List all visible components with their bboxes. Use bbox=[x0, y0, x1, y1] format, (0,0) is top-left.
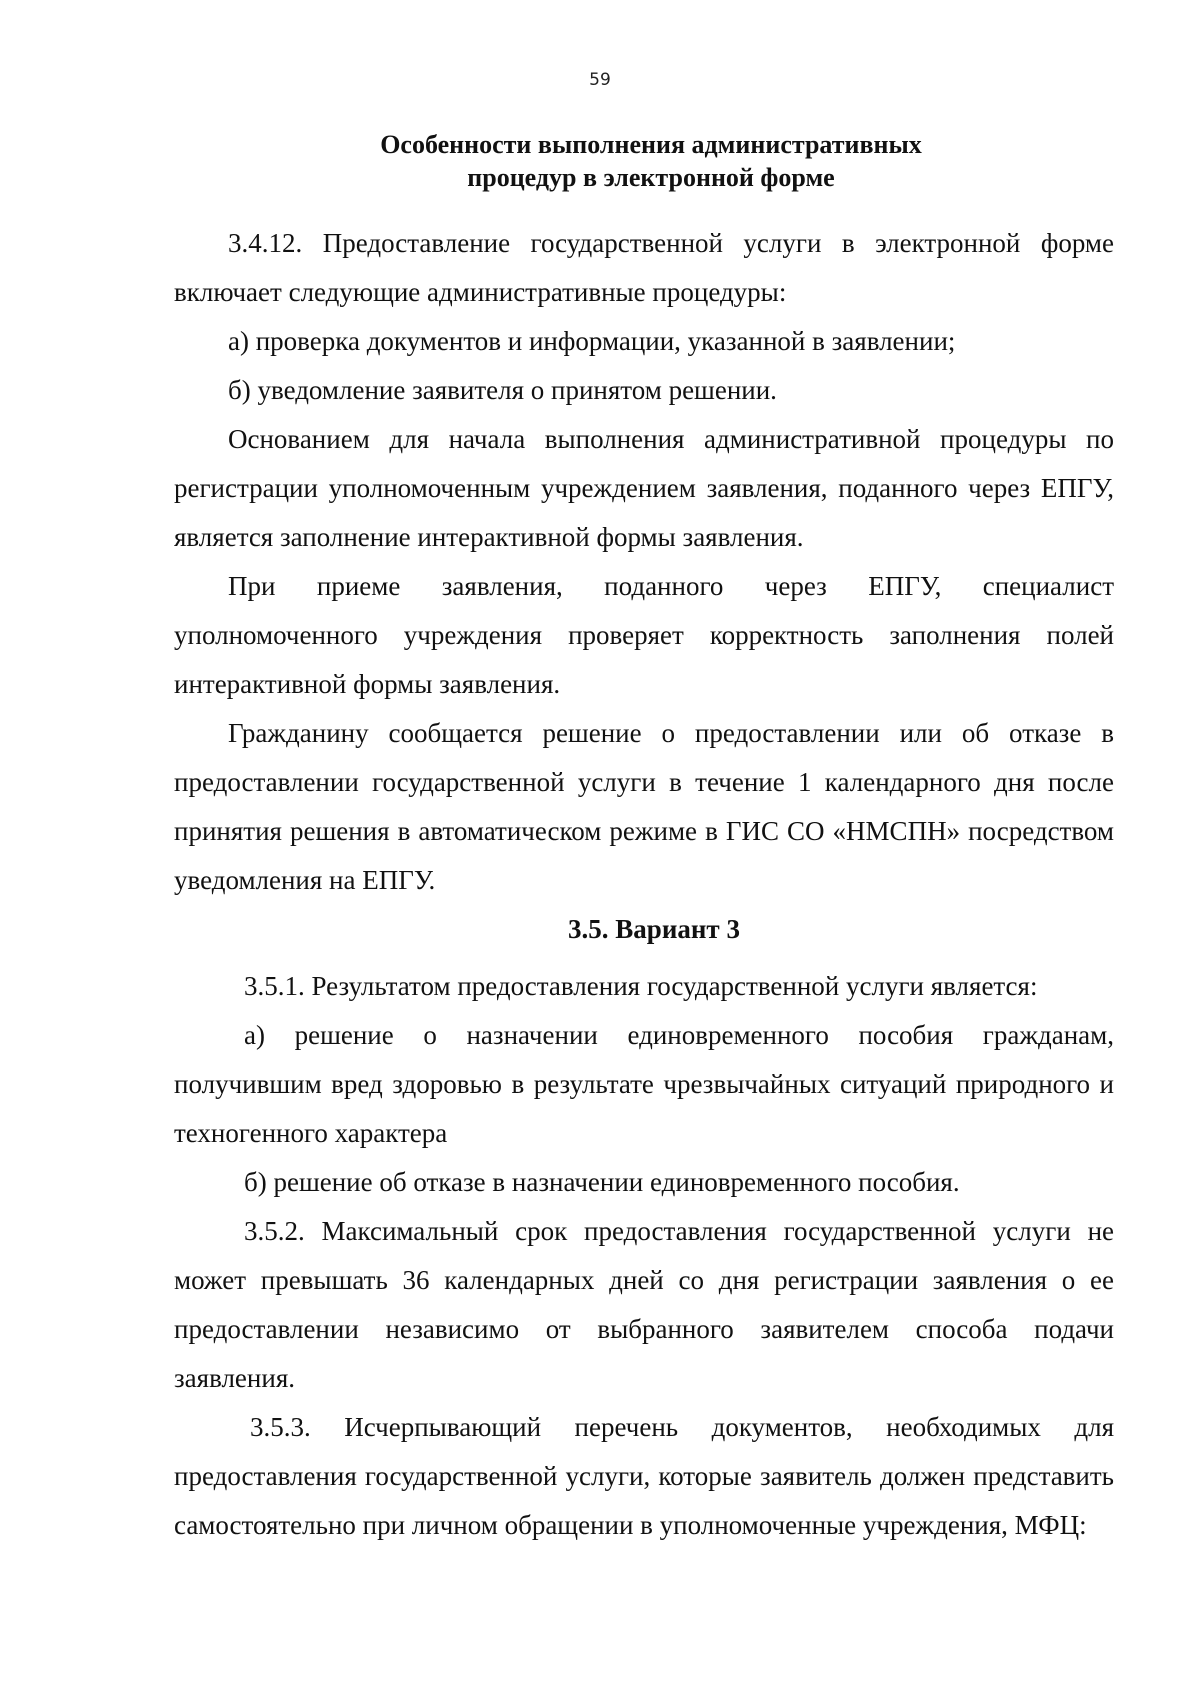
paragraph: 3.5.3. Исчерпывающий перечень документов, необходимых для предоставления государственной услуги, которые заявитель должен представить самостоятельно при личном обращении в уполномоченные учреждения, МФЦ: bbox=[174, 1412, 1114, 1540]
subsection-heading: 3.5. Вариант 3 bbox=[568, 914, 740, 944]
paragraph: а) решение о назначении единовременного пособия гражданам, получившим вред здоровью в результате чрезвычайных ситуаций природного и техногенного характера bbox=[174, 1020, 1114, 1148]
section-title-line-2: процедур в электронной форме bbox=[467, 163, 835, 192]
paragraph: 3.5.2. Максимальный срок предоставления государственной услуги не может превышать 36 календарных дней со дня регистрации заявления о ее предоставлении независимо от выбранного заявителем способа подачи заявления. bbox=[174, 1216, 1114, 1393]
paragraph: Основанием для начала выполнения административной процедуры по регистрации уполномоченным учреждением заявления, поданного через ЕПГУ, является заполнение интерактивной формы заявления. bbox=[174, 424, 1114, 552]
paragraph: 3.4.12. Предоставление государственной услуги в электронной форме включает следующие административные процедуры: bbox=[174, 228, 1114, 307]
section-title-line-1: Особенности выполнения административных bbox=[380, 130, 922, 159]
paragraph: Гражданину сообщается решение о предоставлении или об отказе в предоставлении государственной услуги в течение 1 календарного дня после принятия решения в автоматическом режиме в ГИС СО «НМСПН» посредством уведомления на ЕПГУ. bbox=[174, 718, 1114, 895]
page-number: 59 bbox=[589, 70, 611, 90]
paragraph: б) уведомление заявителя о принятом решении. bbox=[228, 375, 777, 405]
section-title bbox=[174, 128, 1114, 194]
document-body bbox=[174, 128, 1114, 1550]
paragraph: б) решение об отказе в назначении единовременного пособия. bbox=[244, 1167, 960, 1197]
paragraph: 3.5.1. Результатом предоставления государственной услуги является: bbox=[244, 971, 1038, 1001]
paragraph: а) проверка документов и информации, указанной в заявлении; bbox=[228, 326, 956, 356]
paragraph: При приеме заявления, поданного через ЕПГУ, специалист уполномоченного учреждения проверяет корректность заполнения полей интерактивной формы заявления. bbox=[174, 571, 1114, 699]
